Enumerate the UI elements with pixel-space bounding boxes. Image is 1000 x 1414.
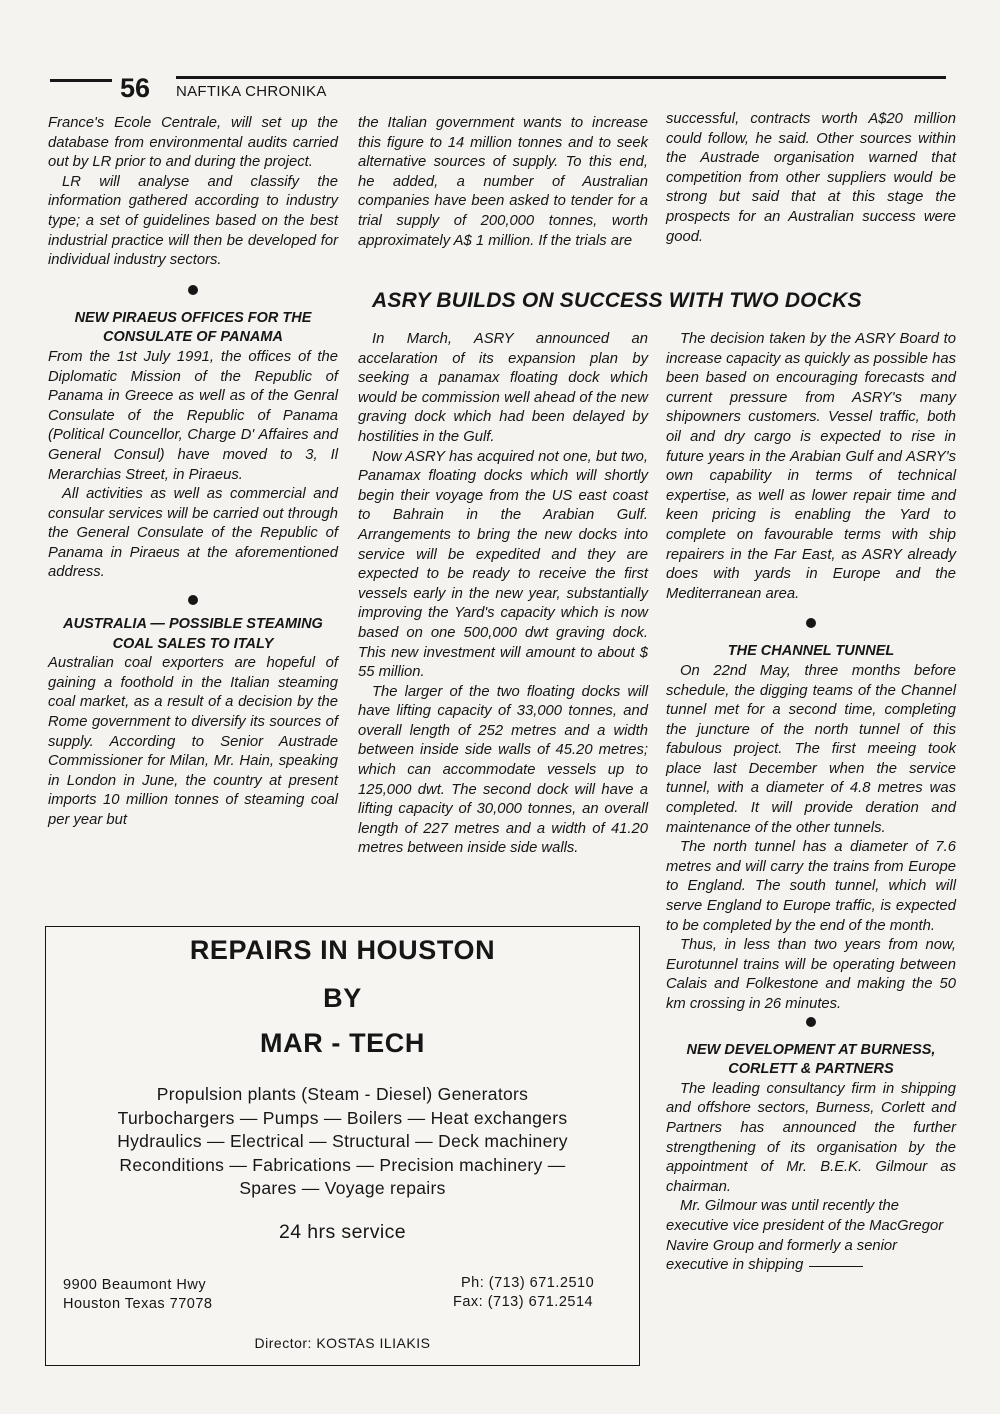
tunnel-paragraph-2: The north tunnel has a diameter of 7.6 metres and will carry the trains from Europe to England. The south tunnel, which will serve England to Europe traffic, is expected to be completed by the end of the month.: [666, 839, 956, 934]
burness-paragraph-2: [666, 1197, 956, 1275]
ad-service-line: Hydraulics — Electrical — Structural — Deck machinery: [117, 1131, 568, 1151]
lr-paragraph-1: France's Ecole Centrale, will set up the database from environmental audits carried out by LR prior to and during the project.: [48, 115, 338, 171]
column-3-main: [666, 330, 956, 1276]
column-1: [48, 114, 338, 831]
panama-paragraph-1: From the 1st July 1991, the offices of the Diplomatic Mission of the Republic of Panama in Greece as well as of the Genral Consulate of the Republic of Panama (Political Councellor, Charge D' Affaires and General Consul) have moved to 3, Il Merarchias Street, in Piraeus.: [48, 348, 338, 483]
section-bullet: [806, 1017, 816, 1027]
asry-paragraph-1: In March, ASRY announced an accelaration of its expansion plan by seeking a panamax floating dock which would be commission well ahead of the new graving dock which had been delayed by hostilities in the Gulf.: [358, 331, 648, 445]
tunnel-paragraph-3: Thus, in less than two years from now, Eurotunnel trains will be operating between Calais and Folkestone and making the 50 km crossing in 26 minutes.: [666, 937, 956, 1012]
ad-service-line: Propulsion plants (Steam - Diesel) Generators: [156, 1084, 529, 1104]
section-bullet: [806, 618, 816, 628]
tunnel-paragraph-1: On 22nd May, three months before schedule, the digging teams of the Channel tunnel met for a second time, completing the juncture of the north tunnel of this fabulous project. The first meeing took place last December when the service tunnel, with a diameter of 4.8 metres was completed. It will provide deration and maintenance of the other tunnels.: [666, 662, 956, 836]
header-rule-right: [176, 76, 946, 79]
asry-paragraph-4: The decision taken by the ASRY Board to increase capacity as quickly as possible has been based on encouraging forecasts and current pressure from ASRY's many shipowners customers. Vessel traffic, both oil and dry cargo is expected to rise in future years in the Arabian Gulf and ASRY's own capability in terms of technical expertise, as well as lower repair time and keen pricing is enabling the Yard to complete on favourable terms with ship repairers in the Far East, as ASRY already does with yards in Europe and the Mediterranean area.: [666, 331, 956, 602]
ad-by: BY: [323, 983, 362, 1013]
asry-paragraph-2: Now ASRY has acquired not one, but two, Panamax floating docks which will shortly begin their voyage from the US east coast to Bahrain in the Arabian Gulf. Arrangements to bring the new docks into service will be expedited and they are expected to be ready to receive the first vessels early in the new year, substantially improving the Yard's capacity which is now based on one 500,000 dwt graving dock. This new investment will amount to about $ 55 million.: [358, 448, 648, 681]
burness-heading: NEW DEVELOPMENT AT BURNESS, CORLETT & PARTNERS: [686, 1041, 936, 1078]
australia-continued: the Italian government wants to increase this figure to 14 million tonnes and to seek alternative sources of supply. To this end, he added, a number of Australian companies have been asked to tender for a trial supply of 200,000 tonnes, worth approximately A$ 1 million. If the trials are: [358, 115, 648, 249]
australia-conclusion: successful, contracts worth A$20 million could follow, he said. Other sources within the Austrade organisation warned that competition from other suppliers would be strong but said that at this stage the prospects for an Australian success were good.: [666, 111, 956, 245]
header-rule-left: [50, 79, 112, 82]
asry-paragraph-3: The larger of the two floating docks will have lifting capacity of 33,000 tonnes, and overall length of 252 metres and a width between inside side walls of 45.20 metres; which can accommodate vessels up to 125,000 dwt. The second dock will have a lifting capacity of 30,000 tonnes, an overall length of 227 metres and a width of 41.20 metres between inside side walls.: [358, 683, 648, 857]
ad-fax: Fax: (713) 671.2514: [453, 1294, 594, 1310]
ad-headline: REPAIRS IN HOUSTON: [189, 935, 496, 965]
tunnel-heading: THE CHANNEL TUNNEL: [727, 643, 895, 660]
ad-service-line: Reconditions — Fabrications — Precision machinery —: [119, 1154, 566, 1175]
ad-address-line-2: Houston Texas 77078: [63, 1296, 213, 1312]
ad-service-line: Spares — Voyage repairs: [239, 1178, 446, 1198]
ad-phone: Ph: (713) 671.2510: [461, 1275, 595, 1291]
asry-headline: ASRY BUILDS ON SUCCESS WITH TWO DOCKS: [372, 289, 862, 312]
column-2-top: [358, 114, 648, 251]
ad-service-line: Turbochargers — Pumps — Boilers — Heat exchangers: [117, 1107, 568, 1128]
burness-paragraph-1: The leading consultancy firm in shipping and offshore sectors, Burness, Corlett and Partners has announced the further strengthening of its organisation by the appointment of Mr. B.E.K. Gilmour as chairman.: [666, 1080, 956, 1195]
ad-services: [46, 1083, 639, 1201]
australia-paragraph-1: Australian coal exporters are hopeful of gaining a foothold in the Italian steaming coal market, as a result of a decision by the Rome government to diversify its sources of supply. According to Senior Austrade Commissioner for Milan, Mr. Hain, speaking in London in June, the country at present imports 10 million tonnes of steaming coal per year but: [48, 655, 338, 828]
ad-contact: [453, 1274, 594, 1312]
ad-company: MAR - TECH: [260, 1028, 425, 1058]
journal-name: NAFTIKA CHRONIKA: [176, 83, 327, 100]
column-3-top: [666, 110, 956, 247]
panama-heading: NEW PIRAEUS OFFICES FOR THE CONSULATE OF PANAMA: [74, 309, 312, 346]
ad-address: [63, 1276, 213, 1314]
section-bullet: [188, 285, 198, 295]
ad-director: Director: KOSTAS ILIAKIS: [254, 1335, 431, 1351]
column-2-asry: [358, 330, 648, 859]
burness-paragraph-2-text: Mr. Gilmour was until recently the executive vice president of the MacGregor Navire Group and formerly a senior executive in shipping: [666, 1198, 944, 1274]
panama-paragraph-2: All activities as well as commercial and consular services will be carried out through the General Consulate of the Republic of Panama in Piraeus at the aforementioned address.: [48, 486, 338, 581]
lr-paragraph-2: LR will analyse and classify the information gathered according to industry type; a set of guidelines based on the best industrial practice will then be developed for individual industry sectors.: [48, 173, 338, 269]
australia-heading: AUSTRALIA — POSSIBLE STEAMING COAL SALES TO ITALY: [63, 616, 323, 652]
ad-hours: 24 hrs service: [279, 1221, 406, 1243]
continuation-line: [809, 1266, 863, 1267]
section-bullet: [188, 595, 198, 605]
page-number: 56: [120, 73, 151, 103]
ad-address-line-1: 9900 Beaumont Hwy: [63, 1277, 207, 1293]
mar-tech-advertisement: [45, 926, 640, 1366]
